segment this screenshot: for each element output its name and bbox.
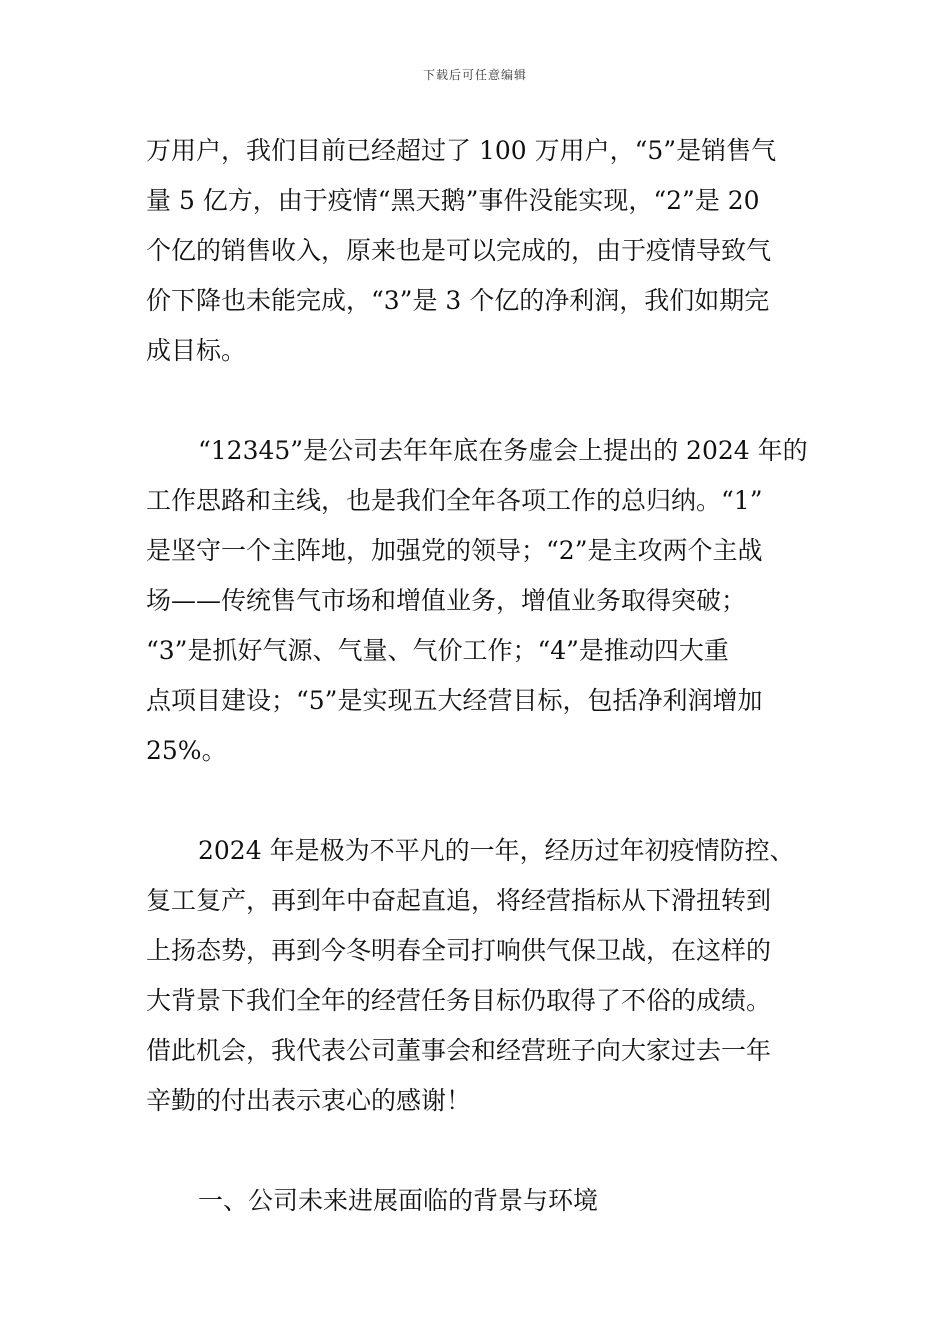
paragraph-line: 万用户，我们目前已经超过了 100 万用户，“5”是销售气 xyxy=(146,136,777,165)
paragraph-line: 成目标。 xyxy=(146,336,247,365)
paragraph-2 xyxy=(146,426,816,776)
paragraph-1 xyxy=(146,126,816,376)
paragraph-line: 2024 年是极为不平凡的一年，经历过年初疫情防控、 xyxy=(198,836,795,865)
paragraph-line: 工作思路和主线，也是我们全年各项工作的总归纳。“1” xyxy=(146,486,763,515)
paragraph-line: 辛勤的付出表示衷心的感谢！ xyxy=(146,1086,472,1115)
paragraph-line: 上扬态势，再到今冬明春全司打响供气保卫战，在这样的 xyxy=(146,936,772,965)
paragraph-spacer xyxy=(146,1126,816,1176)
paragraph-line: 量 5 亿方，由于疫情“黑天鹅”事件没能实现，“2”是 20 xyxy=(146,186,760,215)
paragraph-line: 复工复产，再到年中奋起直追，将经营指标从下滑扭转到 xyxy=(146,886,772,915)
paragraph-line: 场——传统售气市场和增值业务，增值业务取得突破； xyxy=(146,586,747,615)
paragraph-line: 是坚守一个主阵地，加强党的领导；“2”是主攻两个主战 xyxy=(146,536,763,565)
paragraph-line: “12345”是公司去年年底在务虚会上提出的 2024 年的 xyxy=(198,436,808,465)
page-header: 下载后可任意编辑 xyxy=(422,68,527,82)
section-heading xyxy=(146,1176,816,1226)
paragraph-spacer xyxy=(146,776,816,826)
paragraph-line: “3”是抓好气源、气量、气价工作；“4”是推动四大重 xyxy=(146,636,729,665)
paragraph-3 xyxy=(146,826,816,1126)
document-body xyxy=(146,126,816,1226)
paragraph-line: 价下降也未能完成，“3”是 3 个亿的净利润，我们如期完 xyxy=(146,286,770,315)
paragraph-line: 个亿的销售收入，原来也是可以完成的，由于疫情导致气 xyxy=(146,236,772,265)
paragraph-line: 点项目建设；“5”是实现五大经营目标，包括净利润增加 xyxy=(146,686,763,715)
section-heading-text: 一、公司未来进展面临的背景与环境 xyxy=(198,1186,599,1215)
paragraph-line: 25%。 xyxy=(146,736,227,765)
paragraph-line: 大背景下我们全年的经营任务目标仍取得了不俗的成绩。 xyxy=(146,986,772,1015)
paragraph-line: 借此机会，我代表公司董事会和经营班子向大家过去一年 xyxy=(146,1036,772,1065)
paragraph-spacer xyxy=(146,376,816,426)
